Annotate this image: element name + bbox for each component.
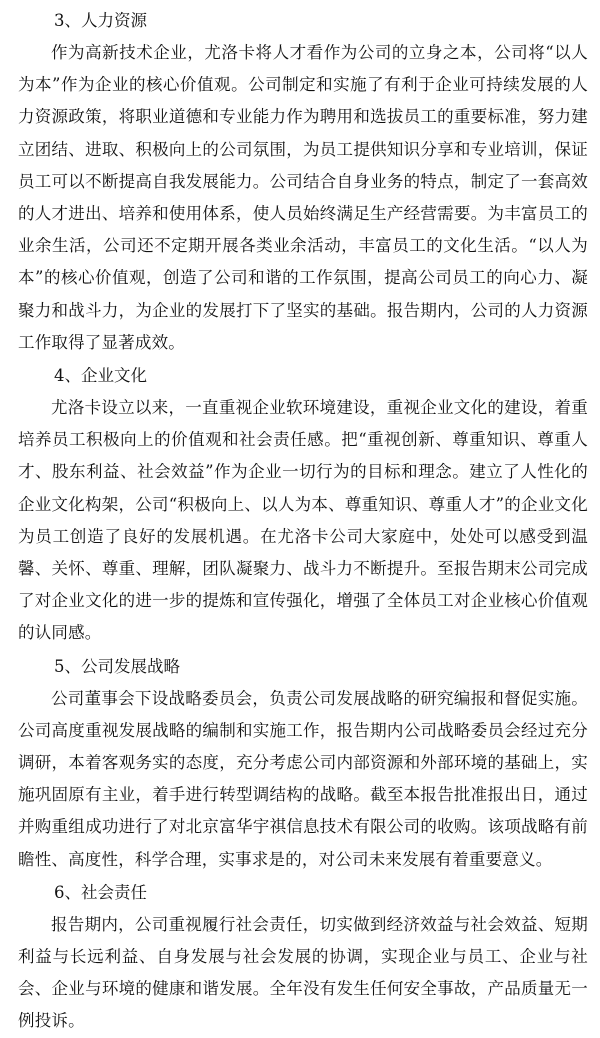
- section-development-strategy: [18, 650, 588, 876]
- section-body: 公司董事会下设战略委员会，负责公司发展战略的研究编报和督促实施。公司高度重视发展战略的编制和实施工作，报告期内公司战略委员会经过充分调研，本着客观务实的态度，充分考虑公司内部资源和外部环境的基础上，实施巩固原有主业，着手进行转型调结构的战略。截至本报告批准报出日，通过并购重组成功进行了对北京富华宇祺信息技术有限公司的收购。该项战略有前瞻性、高度性，科学合理，实事求是的，对公司未来发展有着重要意义。: [18, 688, 588, 869]
- section-social-responsibility: [18, 876, 588, 1038]
- section-heading: 3、人力资源: [54, 11, 147, 30]
- section-heading: 5、公司发展战略: [54, 656, 180, 676]
- section-heading: 6、社会责任: [54, 882, 147, 902]
- section-body: 尤洛卡设立以来，一直重视企业软环境建设，重视企业文化的建设，着重培养员工积极向上的价值观和社会责任感。把“重视创新、尊重知识、尊重人才、股东利益、社会效益”作为企业一切行为的目标和理念。建立了人性化的企业文化构架，公司“积极向上、以人为本、尊重知识、尊重人才”的企业文化为员工创造了良好的发展机遇。在尤洛卡公司大家庭中，处处可以感受到温馨、关怀、尊重、理解，团队凝聚力、战斗力不断提升。至报告期末公司完成了对企业文化的进一步的提炼和宣传强化，增强了全体员工对企业核心价值观的认同感。: [18, 398, 588, 643]
- section-corporate-culture: [18, 359, 588, 650]
- section-body: 报告期内，公司重视履行社会责任，切实做到经济效益与社会效益、短期利益与长远利益、自身发展与社会发展的协调，实现企业与员工、企业与社会、企业与环境的健康和谐发展。全年没有发生任何安全事故，产品质量无一例投诉。: [18, 914, 588, 1031]
- section-human-resources: [18, 4, 588, 359]
- section-heading: 4、企业文化: [54, 366, 147, 386]
- section-body: 作为高新技术企业，尤洛卡将人才看作为公司的立身之本，公司将“以人为本”作为企业的核心价值观。公司制定和实施了有利于企业可持续发展的人力资源政策，将职业道德和专业能力作为聘用和选拔员工的重要标准，努力建立团结、进取、积极向上的公司氛围，为员工提供知识分享和专业培训，保证员工可以不断提高自我发展能力。公司结合自身业务的特点，制定了一套高效的人才进出、培养和使用体系，使人员始终满足生产经营需要。为丰富员工的业余生活，公司还不定期开展各类业余活动，丰富员工的文化生活。“以人为本”的核心价值观，创造了公司和谐的工作氛围，提高公司员工的向心力、凝聚力和战斗力，为企业的发展打下了坚实的基础。报告期内，公司的人力资源工作取得了显著成效。: [18, 43, 588, 352]
